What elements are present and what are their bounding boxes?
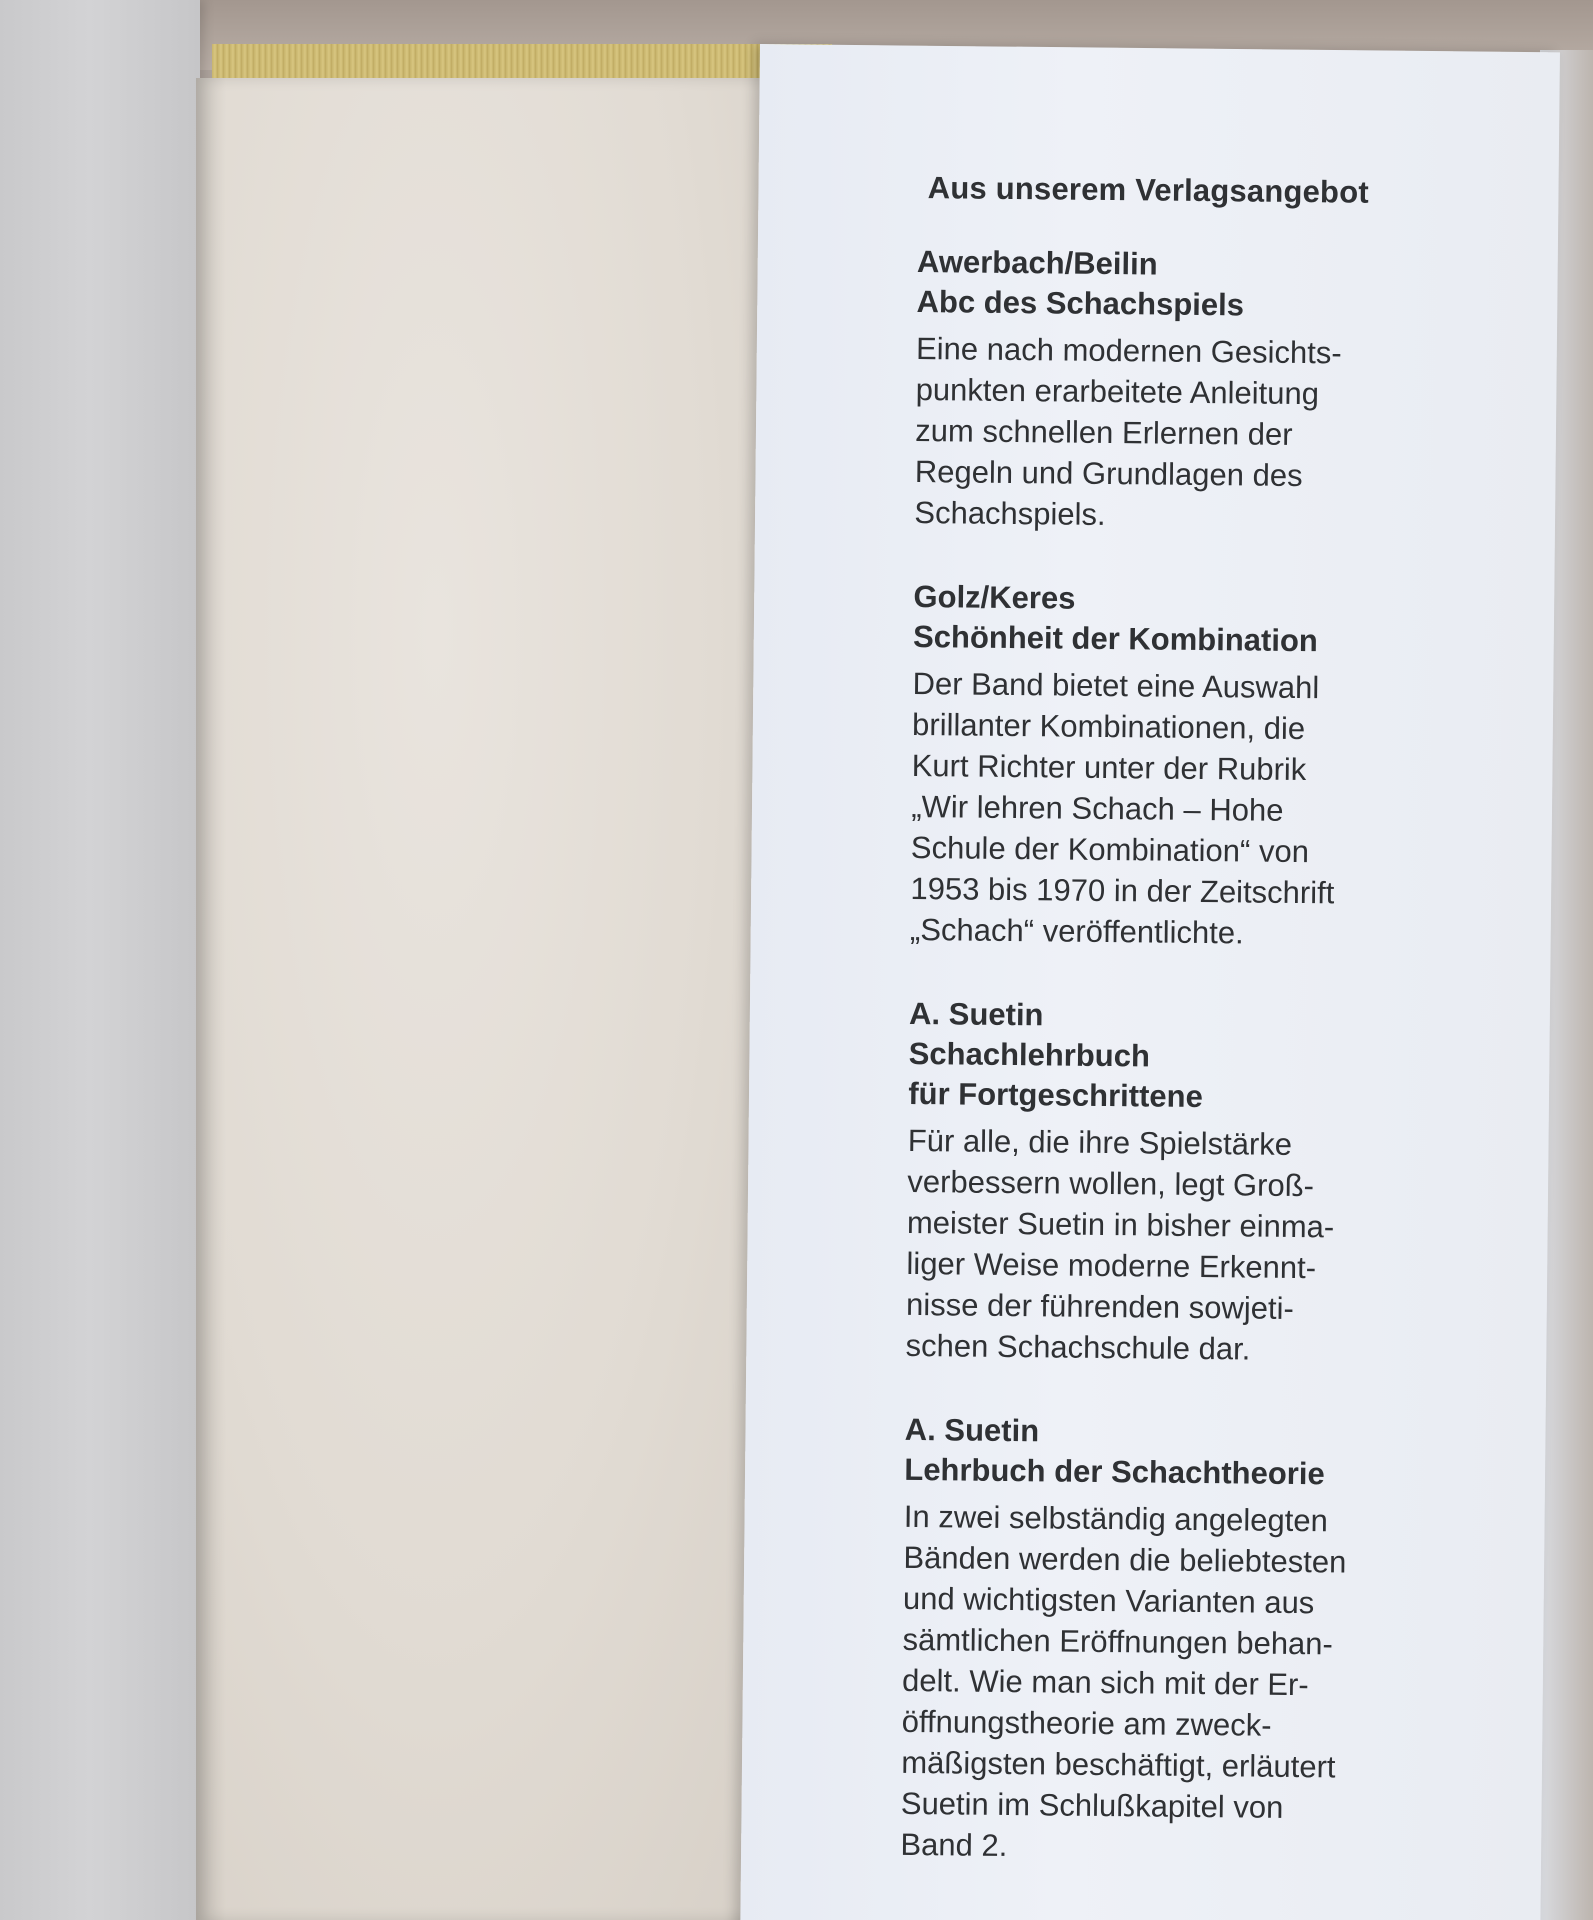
entry-author: A. Suetin bbox=[908, 995, 1044, 1033]
entry-description: In zwei selbständig angelegten Bänden werden die beliebtesten und wichtigsten Varianten aus sämtlichen Eröffnungen behan- delt. Wie man sich mit der Er- öffnungstheorie am zweck- mäßigsten beschäftigt, erläutert Suetin im Schlußkapitel von Band 2. bbox=[900, 1498, 1347, 1864]
entry-title: Schönheit der Kombination bbox=[912, 618, 1318, 659]
entry-author: Awerbach/Beilin bbox=[916, 243, 1158, 282]
entry-title: Abc des Schachspiels bbox=[916, 283, 1245, 323]
book-cover-inside bbox=[0, 0, 200, 1920]
flap-header: Aus unserem Verlagsangebot bbox=[927, 170, 1370, 210]
endpaper-fold-shadow bbox=[196, 78, 226, 1920]
entry-description: Eine nach modernen Gesichts- punkten erarbeitete Anleitung zum schnellen Erlernen der Regeln und Grundlagen des Schachspiels. bbox=[914, 330, 1342, 532]
book-entry bbox=[910, 577, 1484, 956]
entry-author: A. Suetin bbox=[904, 1411, 1040, 1449]
book-entry bbox=[914, 242, 1487, 539]
entry-description: Für alle, die ihre Spielstärke verbessern wollen, legt Groß- meister Suetin in bisher einma- liger Weise moderne Erkennt- nisse der führenden sowjeti- schen Schachschule dar. bbox=[905, 1122, 1335, 1367]
entry-title: Lehrbuch der Schachtheorie bbox=[904, 1451, 1325, 1492]
entry-description: Der Band bietet eine Auswahl brillanter Kombinationen, die Kurt Richter unter der Rubrik „Wir lehren Schach – Hohe Schule der Kombination“ von 1953 bis 1970 in der Zeitschrift „Schach“ veröffentlichte. bbox=[909, 665, 1335, 951]
endpaper bbox=[196, 78, 796, 1920]
book-headband bbox=[212, 44, 832, 82]
book-entry bbox=[900, 1410, 1475, 1871]
flap-text bbox=[900, 168, 1488, 1915]
entry-title: Schachlehrbuch für Fortgeschrittene bbox=[908, 1035, 1204, 1115]
entry-author: Golz/Keres bbox=[913, 578, 1076, 616]
book-entry bbox=[905, 994, 1479, 1372]
